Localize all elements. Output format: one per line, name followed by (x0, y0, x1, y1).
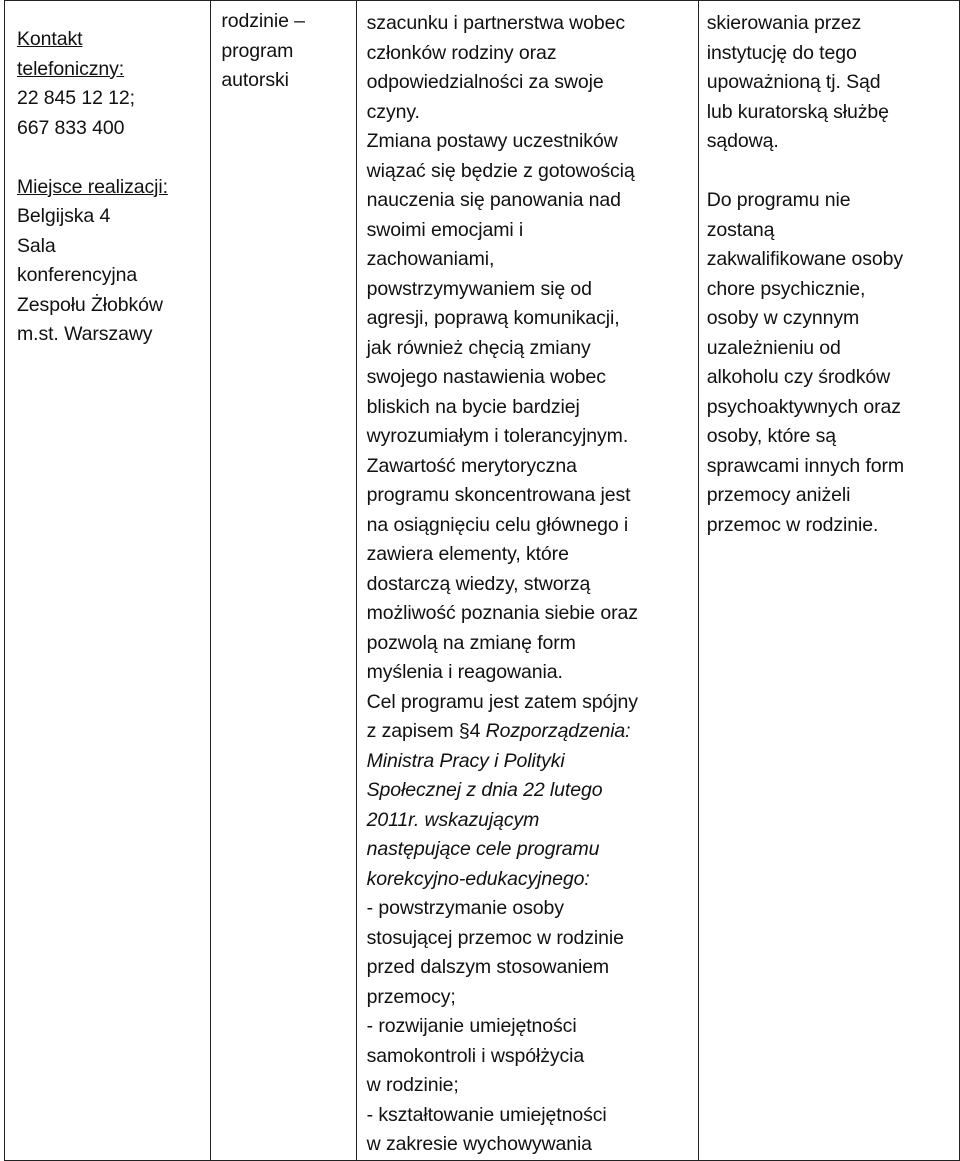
description-line: jak również chęcią zmiany (366, 336, 591, 359)
program-name-cell (211, 1, 356, 1161)
description-line: pozwolą na zmianę form (366, 631, 576, 654)
regulation-line: Społecznej z dnia 22 lutego (366, 779, 603, 801)
regulation-line: następujące cele programu (366, 838, 600, 860)
exclusion-line: alkoholu czy środków (706, 366, 891, 388)
regulation-reference: z zapisem §4 (366, 720, 481, 742)
description-line: Cel programu jest zatem spójny (366, 690, 638, 713)
referral-line: lub kuratorską służbę (706, 100, 889, 123)
description-line: bliskich na bycie bardziej (366, 395, 580, 418)
table-row (5, 1, 960, 1161)
referral-line: skierowania przez (706, 12, 862, 34)
location-line: konferencyjna (17, 264, 138, 286)
description-line: odpowiedzialności za swoje (366, 71, 604, 93)
location-line: Zespołu Żłobków (17, 293, 163, 316)
program-name-line: program (221, 39, 294, 62)
exclusion-line: zostaną (706, 218, 775, 241)
description-line: szacunku i partnerstwa wobec (366, 12, 626, 34)
goal-line: stosującej przemoc w rodzinie (366, 926, 624, 949)
exclusion-line: chore psychicznie, (706, 277, 866, 300)
referral-line: instytucję do tego (706, 41, 857, 64)
exclusion-line: przemoc w rodzinie. (706, 513, 879, 536)
exclusion-line: psychoaktywnych oraz (706, 395, 901, 418)
goal-line: przed dalszym stosowaniem (366, 956, 610, 978)
description-line: wyrozumiałym i tolerancyjnym. (366, 425, 629, 447)
contact-heading-line-2: telefoniczny: (17, 57, 125, 80)
regulation-line: korekcyjno-edukacyjnego: (366, 867, 590, 890)
description-line: powstrzymywaniem się od (366, 277, 592, 300)
exclusion-line: osoby w czynnym (706, 307, 860, 329)
location-line: Sala (17, 234, 56, 257)
regulation-line: 2011r. wskazującym (366, 808, 540, 831)
description-line: Zmiana postawy uczestników (366, 130, 618, 152)
program-name-line: autorski (221, 69, 289, 91)
phone-number: 667 833 400 (17, 116, 125, 139)
goal-line: w rodzinie; (366, 1074, 459, 1096)
participant-criteria-cell (698, 1, 959, 1161)
description-line: zachowaniami, (366, 248, 495, 270)
phone-number: 22 845 12 12; (17, 87, 135, 109)
goal-line: - rozwijanie umiejętności (366, 1015, 577, 1037)
goal-line: - powstrzymanie osoby (366, 897, 564, 919)
contact-heading-line-1: Kontakt (17, 28, 83, 50)
description-line: agresji, poprawą komunikacji, (366, 307, 620, 329)
description-line: wiązać się będzie z gotowością (366, 159, 635, 182)
program-description (357, 1, 698, 1160)
exclusion-line: Do programu nie (706, 189, 851, 211)
goal-line: samokontroli i współżycia (366, 1044, 585, 1067)
exclusion-line: osoby, które są (706, 425, 837, 447)
description-line: programu skoncentrowana jest (366, 484, 631, 506)
description-line: na osiągnięciu celu głównego i (366, 513, 629, 536)
goal-line: - kształtowanie umiejętności (366, 1103, 607, 1126)
description-line (367, 717, 698, 747)
regulation-title: Rozporządzenia: (485, 720, 631, 742)
description-line: możliwość poznania siebie oraz (366, 602, 638, 624)
exclusion-line: sprawcami innych form (706, 454, 905, 477)
exclusion-line: zakwalifikowane osoby (706, 248, 904, 270)
goal-line: przemocy; (366, 985, 456, 1008)
location-heading: Miejsce realizacji: (17, 175, 168, 198)
referral-line: upoważnioną tj. Sąd (706, 71, 881, 93)
program-table (4, 0, 960, 1161)
referral-line: sądową. (706, 130, 779, 152)
description-line: członków rodziny oraz (366, 41, 557, 64)
description-line: swojego nastawienia wobec (366, 366, 606, 388)
description-line: swoimi emocjami i (366, 218, 524, 241)
regulation-line: Ministra Pracy i Polityki (366, 749, 565, 772)
location-line: Belgijska 4 (17, 205, 111, 227)
description-line: Zawartość merytoryczna (366, 454, 577, 477)
location-line: m.st. Warszawy (17, 323, 153, 345)
program-name-line: rodzinie – (221, 10, 305, 32)
description-line: nauczenia się panowania nad (366, 189, 621, 211)
exclusion-line: uzależnieniu od (706, 336, 841, 359)
description-line: czyny. (366, 100, 420, 123)
program-description-cell (356, 1, 698, 1161)
description-line: dostarczą wiedzy, stworzą (366, 572, 591, 595)
description-line: myślenia i reagowania. (366, 661, 563, 683)
contact-location-cell (5, 1, 211, 1161)
description-line: zawiera elementy, które (366, 543, 569, 565)
goal-line: w zakresie wychowywania (366, 1133, 592, 1155)
exclusion-line: przemocy aniżeli (706, 484, 851, 506)
